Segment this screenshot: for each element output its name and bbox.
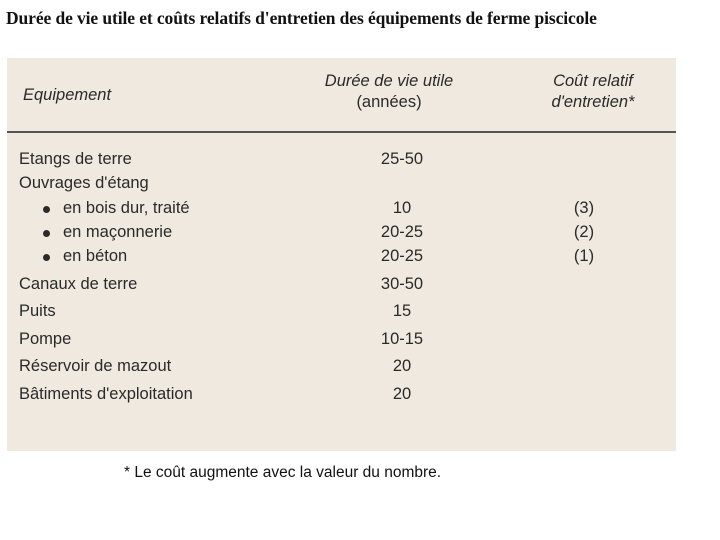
cell-duree: 30-50 [380,274,424,293]
cell-duree: 10-15 [380,329,424,348]
cell-cout: (1) [573,247,595,266]
header-cout [523,71,663,113]
header-duree [319,71,459,113]
cell-equipement: Pompe [19,329,72,348]
bullet-icon [43,254,50,261]
bullet-icon [43,230,50,237]
bullet-icon [43,206,50,213]
table-row [7,300,676,328]
table-row [7,383,676,411]
table-header [7,58,676,133]
cell-duree: 20 [392,357,412,376]
cell-cout: (2) [573,222,595,241]
table-body [7,148,676,410]
table-row [7,172,676,196]
table-row [7,221,676,245]
cell-duree: 10 [392,198,412,217]
cell-duree: 25-50 [380,150,424,168]
table-row [7,245,676,273]
header-duree-line1: Durée de vie utile [324,72,454,90]
cell-equipement: Bâtiments d'exploitation [19,384,193,403]
table-row [7,273,676,301]
cell-equipement: Ouvrages d'étang [19,174,149,193]
cell-equipement: en bois dur, traité [63,198,190,217]
cell-equipement: Puits [19,302,56,321]
cell-equipement: en béton [63,247,128,266]
cell-equipement: Canaux de terre [19,274,138,293]
header-duree-line2: (années) [356,93,422,111]
footnote: * Le coût augmente avec la valeur du nombre. [124,464,442,481]
cell-cout: (3) [573,198,595,217]
table-row [7,355,676,383]
table-row [7,197,676,221]
cell-equipement: Etangs de terre [19,150,132,168]
header-cout-line2: d'entretien* [551,93,635,111]
cell-duree: 15 [392,302,412,321]
cell-duree: 20-25 [380,247,424,266]
table-row [7,328,676,356]
table-row [7,148,676,172]
equipment-table [7,58,676,451]
page-title: Durée de vie utile et coûts relatifs d'entretien des équipements de ferme piscicole [6,8,597,28]
cell-equipement: Réservoir de mazout [19,357,172,376]
cell-duree: 20-25 [380,222,424,241]
header-cout-line1: Coût relatif [553,72,633,90]
header-equipement: Equipement [23,86,112,104]
cell-duree: 20 [392,384,412,403]
cell-equipement: en maçonnerie [63,222,173,241]
